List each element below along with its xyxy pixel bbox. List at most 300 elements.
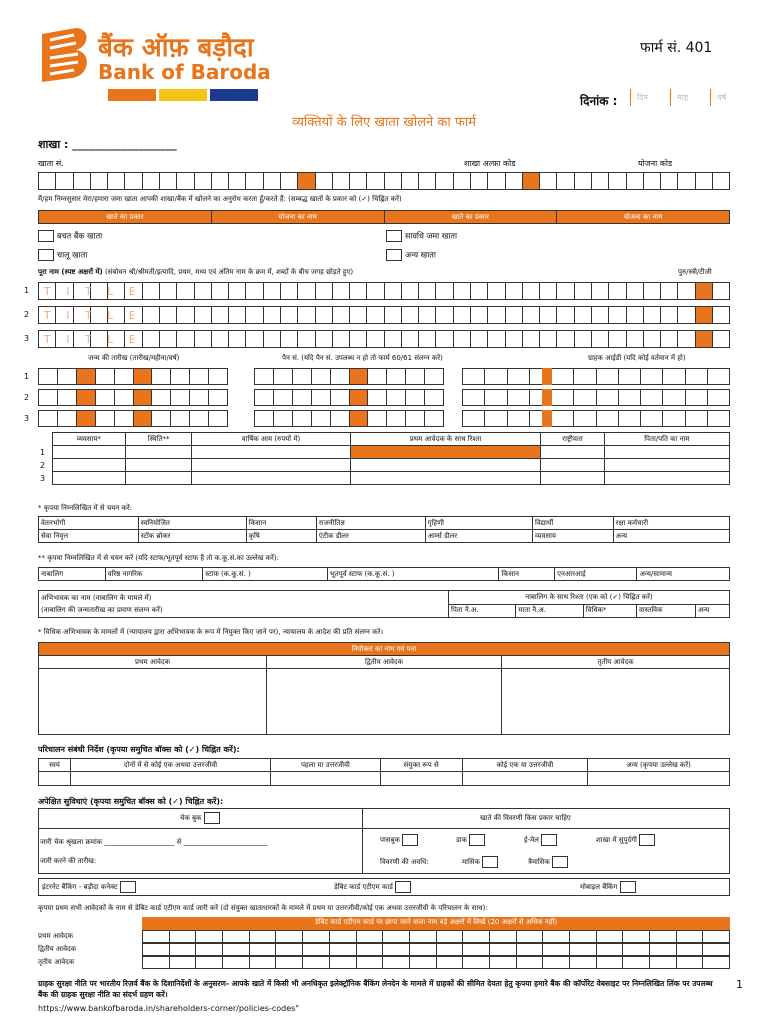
char-cell[interactable] [209,411,228,426]
char-cell[interactable] [490,944,517,955]
char-cell[interactable] [592,331,609,347]
char-cell[interactable] [383,931,410,942]
char-cell[interactable] [410,957,437,968]
char-cell[interactable] [255,390,274,405]
card-name-cells[interactable] [142,943,730,956]
char-cell[interactable] [708,369,730,384]
char-cell[interactable] [298,283,315,299]
pan-cells[interactable] [254,368,444,385]
char-cell[interactable] [650,931,677,942]
char-cell[interactable] [212,331,229,347]
checkbox[interactable] [38,249,54,261]
char-cell[interactable] [350,331,367,347]
char-cell[interactable] [96,411,115,426]
char-cell[interactable] [454,307,471,323]
status-option[interactable]: स्टाफ (क.कू.सं. ) [203,568,328,581]
char-cell[interactable] [597,411,619,426]
char-cell[interactable] [331,369,350,384]
char-cell[interactable] [312,411,331,426]
occupation-option[interactable]: एंटीक डीलर [316,530,425,543]
char-cell[interactable] [540,307,557,323]
char-cell[interactable] [152,411,171,426]
details-cell[interactable] [125,472,191,485]
char-cell[interactable] [367,331,384,347]
char-cell[interactable] [623,944,650,955]
char-cell[interactable] [190,390,209,405]
char-cell[interactable] [91,173,108,189]
dob-cells[interactable] [38,389,228,406]
relation-option[interactable]: अन्य [695,604,729,618]
char-cell[interactable] [39,173,56,189]
char-cell[interactable] [627,283,644,299]
char-cell[interactable] [367,307,384,323]
char-cell[interactable] [677,957,704,968]
char-cell[interactable] [293,411,312,426]
details-cell[interactable] [52,459,125,472]
details-cell[interactable] [350,459,541,472]
post-option[interactable]: डाक [456,834,488,846]
char-cell[interactable] [229,307,246,323]
char-cell[interactable] [678,331,695,347]
char-cell[interactable] [264,331,281,347]
branch-label[interactable]: शाखा : ___________________ [38,138,177,151]
char-cell[interactable] [574,390,596,405]
char-cell[interactable] [316,307,333,323]
char-cell[interactable] [641,390,663,405]
occupation-option[interactable]: विद्यार्थी [533,517,614,530]
char-cell[interactable] [506,283,523,299]
char-cell[interactable] [293,369,312,384]
quarterly-option[interactable]: त्रैमासिक [528,856,571,868]
operation-checkbox[interactable] [380,772,462,786]
char-cell[interactable] [333,331,350,347]
char-cell[interactable] [171,390,190,405]
char-cell[interactable] [644,331,661,347]
char-cell[interactable] [678,173,695,189]
char-cell[interactable] [281,173,298,189]
char-cell[interactable] [246,307,263,323]
char-cell[interactable] [708,390,730,405]
checkbox[interactable] [402,834,418,846]
char-cell[interactable] [255,369,274,384]
char-cell[interactable] [506,173,523,189]
char-cell[interactable] [330,957,357,968]
char-cell[interactable] [644,307,661,323]
relation-option[interactable]: पिता नै.अ. [449,604,516,618]
char-cell[interactable] [209,390,228,405]
char-cell[interactable] [471,307,488,323]
char-cell[interactable] [383,944,410,955]
char-cell[interactable] [597,369,619,384]
char-cell[interactable] [490,931,517,942]
details-cell[interactable] [350,446,541,459]
char-cell[interactable] [463,931,490,942]
char-cell[interactable] [570,957,597,968]
char-cell[interactable] [437,931,464,942]
char-cell[interactable] [454,283,471,299]
char-cell[interactable] [350,283,367,299]
char-cell[interactable] [570,944,597,955]
occupation-option[interactable]: स्टॉक ब्रोकर [138,530,246,543]
operation-option[interactable]: कोई एक या उत्तरजीवी [462,759,588,772]
details-cell[interactable] [192,472,350,485]
char-cell[interactable] [552,411,574,426]
date-field[interactable] [630,89,750,106]
char-cell[interactable] [212,283,229,299]
char-cell[interactable] [223,944,250,955]
status-option[interactable]: भूतपूर्व स्टाफ (क.कू.सं. ) [327,568,498,581]
char-cell[interactable] [143,931,170,942]
char-cell[interactable] [250,944,277,955]
char-cell[interactable] [575,173,592,189]
char-cell[interactable] [609,307,626,323]
char-cell[interactable] [410,931,437,942]
char-cell[interactable] [195,307,212,323]
details-cell[interactable] [604,459,729,472]
char-cell[interactable] [436,307,453,323]
char-cell[interactable] [170,957,197,968]
char-cell[interactable] [177,173,194,189]
char-cell[interactable] [663,369,685,384]
char-cell[interactable] [229,283,246,299]
char-cell[interactable] [368,411,387,426]
card-name-cells[interactable] [142,956,730,969]
card-name-cells[interactable] [142,930,730,943]
char-cell[interactable] [246,173,263,189]
char-cell[interactable] [713,307,730,323]
char-cell[interactable] [274,390,293,405]
char-cell[interactable] [609,283,626,299]
char-cell[interactable] [387,390,406,405]
char-cell[interactable] [592,173,609,189]
char-cell[interactable] [333,307,350,323]
signature-box-2[interactable] [267,669,502,735]
passbook-option[interactable]: पासबुक [380,834,421,846]
email-option[interactable]: ई-मेल [524,834,560,846]
cheque-series[interactable]: जारी चेक श्रृंखला क्रमांक ____________________ से ________________________ [40,838,268,846]
char-cell[interactable] [274,369,293,384]
char-cell[interactable] [454,331,471,347]
details-cell[interactable] [541,446,604,459]
char-cell[interactable] [623,931,650,942]
pan-cells[interactable] [254,410,444,427]
char-cell[interactable] [58,369,77,384]
char-cell[interactable] [316,331,333,347]
details-cell[interactable] [52,472,125,485]
char-cell[interactable] [557,307,574,323]
char-cell[interactable] [597,957,624,968]
char-cell[interactable] [686,390,708,405]
account-number-cells[interactable] [38,172,730,190]
operation-checkbox[interactable] [588,772,730,786]
details-cell[interactable] [604,472,729,485]
char-cell[interactable] [196,931,223,942]
char-cell[interactable] [471,173,488,189]
char-cell[interactable] [250,931,277,942]
details-cell[interactable] [125,446,191,459]
details-cell[interactable] [541,472,604,485]
char-cell[interactable] [523,283,540,299]
char-cell[interactable] [663,390,685,405]
char-cell[interactable] [298,331,315,347]
operation-checkbox[interactable] [271,772,381,786]
char-cell[interactable] [419,283,436,299]
char-cell[interactable] [557,331,574,347]
char-cell[interactable] [703,931,730,942]
char-cell[interactable] [425,369,444,384]
checkbox[interactable] [204,812,220,824]
char-cell[interactable] [677,931,704,942]
char-cell[interactable] [517,931,544,942]
customer-id-cells[interactable] [462,368,730,385]
char-cell[interactable] [619,411,641,426]
checkbox[interactable] [386,230,402,242]
char-cell[interactable] [177,307,194,323]
char-cell[interactable] [331,411,350,426]
char-cell[interactable] [425,411,444,426]
char-cell[interactable] [485,390,507,405]
char-cell[interactable] [58,390,77,405]
checkbox[interactable] [386,249,402,261]
customer-id-cells[interactable] [462,410,730,427]
checkbox[interactable] [620,881,636,893]
date-day[interactable]: दिन [630,89,670,106]
char-cell[interactable] [195,283,212,299]
char-cell[interactable] [641,411,663,426]
operation-option[interactable]: स्वयं [39,759,71,772]
checkbox[interactable] [38,230,54,242]
operation-checkbox[interactable] [462,772,588,786]
relation-option[interactable]: विधिक* [583,604,636,618]
checkbox[interactable] [469,834,485,846]
char-cell[interactable] [298,173,315,189]
char-cell[interactable] [490,957,517,968]
char-cell[interactable] [312,390,331,405]
char-cell[interactable] [264,307,281,323]
char-cell[interactable] [406,411,425,426]
operation-checkbox[interactable] [39,772,71,786]
status-option[interactable]: वरिष्ठ नागरिक [105,568,203,581]
char-cell[interactable] [276,931,303,942]
char-cell[interactable] [223,931,250,942]
char-cell[interactable] [703,957,730,968]
char-cell[interactable] [177,283,194,299]
char-cell[interactable] [385,173,402,189]
char-cell[interactable] [506,331,523,347]
char-cell[interactable] [223,957,250,968]
occupation-option[interactable]: सेवा निवृत्त [39,530,139,543]
checkbox[interactable] [482,856,498,868]
char-cell[interactable] [540,173,557,189]
char-cell[interactable] [160,173,177,189]
char-cell[interactable] [644,173,661,189]
char-cell[interactable] [463,369,485,384]
char-cell[interactable] [592,283,609,299]
occupation-option[interactable]: राजनीतिज्ञ [316,517,425,530]
monthly-option[interactable]: मासिक [462,856,501,868]
char-cell[interactable] [367,283,384,299]
char-cell[interactable] [713,283,730,299]
char-cell[interactable] [402,307,419,323]
char-cell[interactable] [383,957,410,968]
char-cell[interactable] [419,173,436,189]
details-cell[interactable] [52,446,125,459]
customer-id-cells[interactable] [462,389,730,406]
char-cell[interactable] [402,173,419,189]
char-cell[interactable] [195,331,212,347]
char-cell[interactable] [419,331,436,347]
char-cell[interactable] [619,369,641,384]
char-cell[interactable] [436,283,453,299]
char-cell[interactable] [212,307,229,323]
char-cell[interactable] [152,390,171,405]
char-cell[interactable] [190,369,209,384]
char-cell[interactable] [419,307,436,323]
char-cell[interactable] [575,307,592,323]
occupation-option[interactable]: स्वनियोजित [138,517,246,530]
char-cell[interactable] [506,307,523,323]
char-cell[interactable] [170,944,197,955]
char-cell[interactable] [696,173,713,189]
operation-option[interactable]: पहला या उत्तरजीवी [271,759,381,772]
char-cell[interactable] [387,369,406,384]
checkbox[interactable] [120,881,136,893]
char-cell[interactable] [367,173,384,189]
char-cell[interactable] [170,931,197,942]
branch-delivery-option[interactable]: शाखा में सुपुर्दगी [596,834,658,846]
char-cell[interactable] [627,331,644,347]
char-cell[interactable] [330,931,357,942]
char-cell[interactable] [523,173,540,189]
char-cell[interactable] [463,390,485,405]
char-cell[interactable] [195,173,212,189]
char-cell[interactable] [703,944,730,955]
char-cell[interactable] [650,944,677,955]
char-cell[interactable] [350,173,367,189]
char-cell[interactable] [330,944,357,955]
char-cell[interactable] [437,957,464,968]
char-cell[interactable] [212,173,229,189]
relation-option[interactable]: माता नै.अ. [516,604,584,618]
char-cell[interactable] [678,307,695,323]
acct-type-fd[interactable]: सावधि जमा खाता [386,230,457,242]
operation-option[interactable]: दोनों में से कोई एक अथवा उत्तरजीवी [70,759,270,772]
char-cell[interactable] [557,173,574,189]
char-cell[interactable] [661,331,678,347]
char-cell[interactable] [274,411,293,426]
char-cell[interactable] [115,390,134,405]
occupation-option[interactable]: व्यवसाय [533,530,614,543]
char-cell[interactable] [650,957,677,968]
char-cell[interactable] [209,369,228,384]
checkbox[interactable] [395,881,411,893]
char-cell[interactable] [540,331,557,347]
char-cell[interactable] [488,331,505,347]
details-cell[interactable] [125,459,191,472]
char-cell[interactable] [663,411,685,426]
char-cell[interactable] [246,283,263,299]
char-cell[interactable] [552,390,574,405]
char-cell[interactable] [609,331,626,347]
occupation-option[interactable]: रक्षा कर्मचारी [613,517,729,530]
char-cell[interactable] [143,957,170,968]
char-cell[interactable] [552,369,574,384]
char-cell[interactable] [713,331,730,347]
char-cell[interactable] [570,931,597,942]
char-cell[interactable] [540,283,557,299]
char-cell[interactable] [143,944,170,955]
acct-type-current[interactable]: चालू खाता [38,249,87,261]
char-cell[interactable] [316,173,333,189]
char-cell[interactable] [303,957,330,968]
char-cell[interactable] [623,957,650,968]
char-cell[interactable] [190,411,209,426]
char-cell[interactable] [160,283,177,299]
status-option[interactable]: किसान [499,568,555,581]
char-cell[interactable] [331,390,350,405]
char-cell[interactable] [255,411,274,426]
char-cell[interactable] [485,369,507,384]
details-cell[interactable] [350,472,541,485]
occupation-option[interactable]: अन्य [613,530,729,543]
char-cell[interactable] [115,369,134,384]
char-cell[interactable] [125,173,142,189]
char-cell[interactable] [350,307,367,323]
char-cell[interactable] [686,369,708,384]
char-cell[interactable] [39,369,58,384]
occupation-option[interactable]: गृहिणी [425,517,532,530]
char-cell[interactable] [619,390,641,405]
char-cell[interactable] [357,957,384,968]
char-cell[interactable] [143,307,160,323]
date-year[interactable]: वर्ष [710,89,750,106]
char-cell[interactable] [402,331,419,347]
char-cell[interactable] [597,931,624,942]
char-cell[interactable] [171,369,190,384]
char-cell[interactable] [661,307,678,323]
char-cell[interactable] [160,307,177,323]
char-cell[interactable] [250,957,277,968]
char-cell[interactable] [246,331,263,347]
char-cell[interactable] [56,173,73,189]
char-cell[interactable] [410,944,437,955]
char-cell[interactable] [357,931,384,942]
char-cell[interactable] [713,173,730,189]
chequebook-option[interactable]: चेक बुक [180,812,223,824]
char-cell[interactable] [425,390,444,405]
char-cell[interactable] [508,411,530,426]
char-cell[interactable] [575,283,592,299]
char-cell[interactable] [357,944,384,955]
char-cell[interactable] [488,307,505,323]
char-cell[interactable] [609,173,626,189]
char-cell[interactable] [368,390,387,405]
char-cell[interactable] [333,173,350,189]
char-cell[interactable] [196,944,223,955]
checkbox[interactable] [552,856,568,868]
char-cell[interactable] [406,390,425,405]
char-cell[interactable] [508,390,530,405]
char-cell[interactable] [298,307,315,323]
char-cell[interactable] [143,173,160,189]
issue-date[interactable]: जारी करने की तारीख: [40,857,97,865]
details-cell[interactable] [192,459,350,472]
dob-cells[interactable] [38,410,228,427]
char-cell[interactable] [160,331,177,347]
internet-banking-option[interactable]: इंटरनेट बैंकिंग - बड़ौदा कनेक्ट [42,881,139,893]
char-cell[interactable] [229,173,246,189]
char-cell[interactable] [108,173,125,189]
